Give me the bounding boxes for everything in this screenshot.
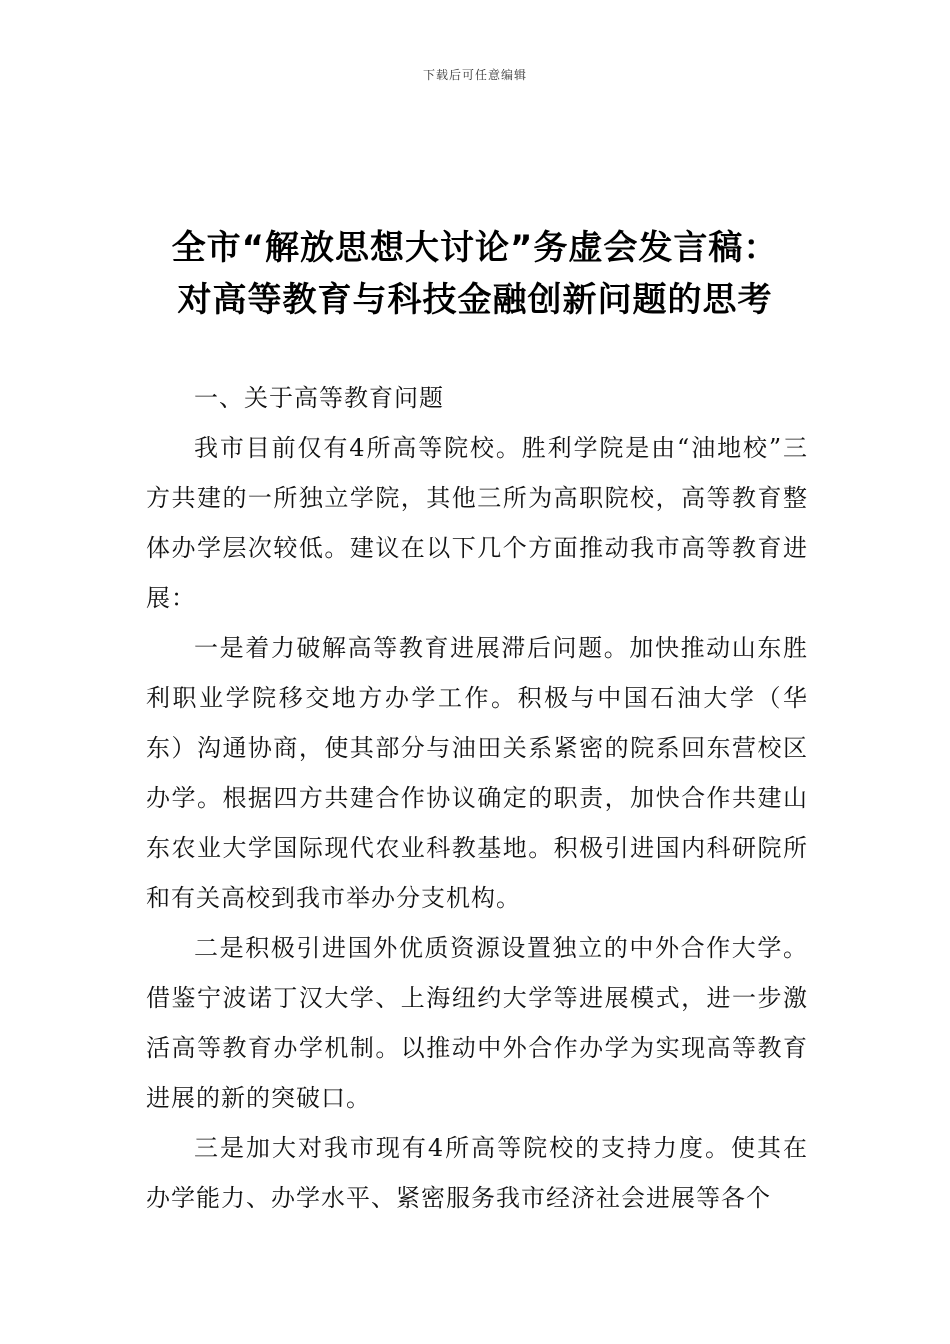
title-line-1: 全市“解放思想大讨论”务虚会发言稿： [171, 228, 779, 268]
document-title [0, 222, 950, 326]
title-line-2: 对高等教育与科技金融创新问题的思考 [177, 280, 773, 320]
section-heading: 一、关于高等教育问题 [194, 384, 444, 412]
header-note: 下载后可任意编辑 [422, 68, 527, 82]
paragraph: 一是着力破解高等教育进展滞后问题。加快推动山东胜利职业学院移交地方办学工作。积极与中国石油大学（华东）沟通协商，使其部分与油田关系紧密的院系回东营校区办学。根据四方共建合作协议确定的职责，加快合作共建山东农业大学国际现代农业科教基地。积极引进国内科研院所和有关高校到我市举办分支机构。 [146, 634, 808, 912]
document-body [146, 373, 808, 1223]
paragraph: 三是加大对我市现有4所高等院校的支持力度。使其在办学能力、办学水平、紧密服务我市经济社会进展等各个 [146, 1134, 808, 1212]
paragraph: 二是积极引进国外优质资源设置独立的中外合作大学。借鉴宁波诺丁汉大学、上海纽约大学等进展模式，进一步激活高等教育办学机制。以推动中外合作办学为实现高等教育进展的新的突破口。 [146, 934, 808, 1112]
paragraph: 我市目前仅有4所高等院校。胜利学院是由“油地校”三方共建的一所独立学院，其他三所为高职院校，高等教育整体办学层次较低。建议在以下几个方面推动我市高等教育进展： [146, 434, 808, 612]
